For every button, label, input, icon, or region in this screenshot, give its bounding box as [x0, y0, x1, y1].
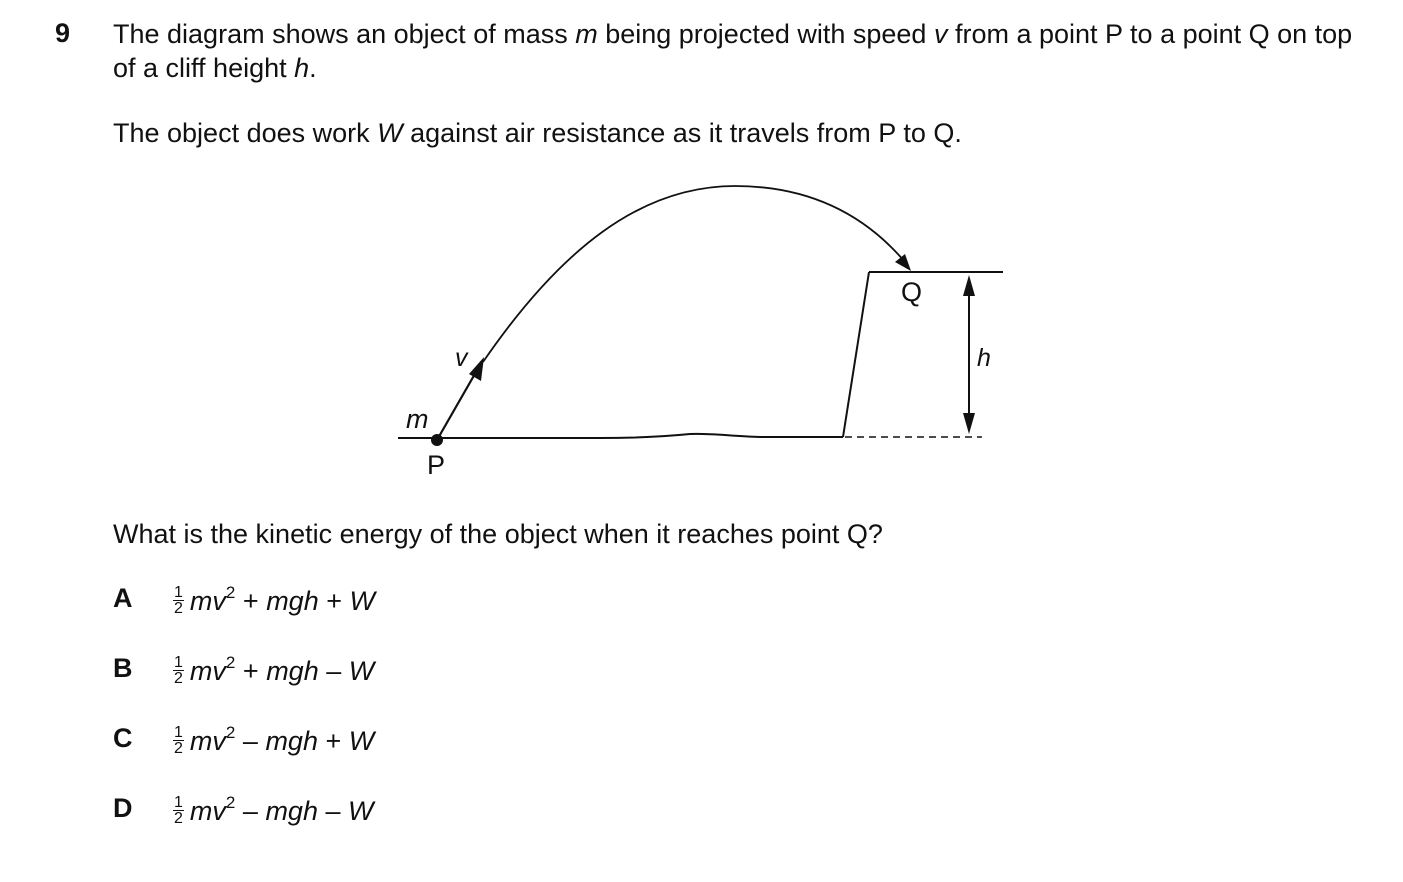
- italic-symbol: h: [294, 53, 310, 83]
- exponent: 2: [225, 653, 236, 672]
- italic-symbol: m: [575, 19, 598, 49]
- fraction-denominator: 2: [174, 670, 183, 688]
- option-expression: [173, 793, 374, 828]
- velocity-arrow: [437, 372, 476, 440]
- height-arrowhead-down: [963, 413, 975, 434]
- fraction-half: [173, 585, 184, 616]
- fraction-denominator: 2: [174, 600, 183, 618]
- fraction-half: [173, 655, 184, 686]
- option-expression: [173, 583, 375, 618]
- option-expression: [173, 653, 374, 688]
- operator: –: [325, 796, 341, 826]
- label-p: P: [427, 450, 446, 480]
- fraction-denominator: 2: [174, 810, 183, 828]
- exponent: 2: [225, 723, 236, 742]
- fraction-half: [173, 795, 184, 826]
- cliff-face: [843, 272, 869, 437]
- option-letter: B: [113, 653, 133, 683]
- operator: –: [242, 726, 258, 756]
- fraction-numerator: 1: [174, 794, 183, 812]
- question-prompt: What is the kinetic energy of the object when it reaches point Q?: [113, 519, 883, 549]
- operator: +: [325, 726, 342, 756]
- term-w: W: [348, 656, 375, 686]
- italic-symbol: v: [933, 19, 948, 49]
- italic-symbol: W: [377, 118, 403, 148]
- exponent: 2: [225, 793, 236, 812]
- fraction-numerator: 1: [174, 584, 183, 602]
- option-letter: D: [113, 793, 133, 823]
- term-mv: mv: [189, 726, 226, 756]
- fraction-denominator: 2: [174, 740, 183, 758]
- option-expression: [173, 723, 374, 758]
- fraction-half: [173, 725, 184, 756]
- label-v: v: [455, 344, 468, 372]
- term-mgh: mgh: [266, 586, 319, 616]
- operator: –: [242, 796, 258, 826]
- ground-line: [398, 434, 843, 438]
- label-q: Q: [901, 277, 923, 307]
- term-w: W: [348, 726, 375, 756]
- option-letter: A: [113, 583, 133, 613]
- term-mgh: mgh: [265, 796, 318, 826]
- text-run: .: [309, 53, 317, 83]
- text-run: The diagram shows an object of mass: [113, 19, 576, 49]
- point-p-dot: [431, 434, 443, 446]
- term-mv: mv: [189, 586, 226, 616]
- question-number: 9: [55, 18, 71, 48]
- operator: –: [326, 656, 342, 686]
- trajectory-curve: [483, 186, 905, 362]
- text-run: The object does work: [113, 118, 378, 148]
- fraction-numerator: 1: [174, 724, 183, 742]
- term-w: W: [348, 796, 374, 826]
- label-h: h: [977, 344, 991, 372]
- operator: +: [242, 586, 259, 616]
- text-run: being projected with speed: [597, 19, 934, 49]
- term-mv: mv: [189, 796, 226, 826]
- operator: +: [242, 656, 259, 686]
- term-mgh: mgh: [265, 726, 318, 756]
- trajectory-arrowhead: [895, 254, 911, 271]
- text-run: against air resistance as it travels from P to Q.: [402, 118, 962, 148]
- option-letter: C: [113, 723, 133, 753]
- exponent: 2: [225, 583, 236, 602]
- text-run: from a point P to a point Q on top of a cliff height: [113, 19, 1353, 83]
- velocity-arrowhead: [469, 357, 484, 381]
- term-mv: mv: [189, 656, 226, 686]
- operator: +: [326, 586, 343, 616]
- term-w: W: [349, 586, 376, 616]
- fraction-numerator: 1: [174, 654, 183, 672]
- label-m: m: [406, 404, 429, 434]
- height-arrowhead-up: [963, 275, 975, 296]
- term-mgh: mgh: [266, 656, 319, 686]
